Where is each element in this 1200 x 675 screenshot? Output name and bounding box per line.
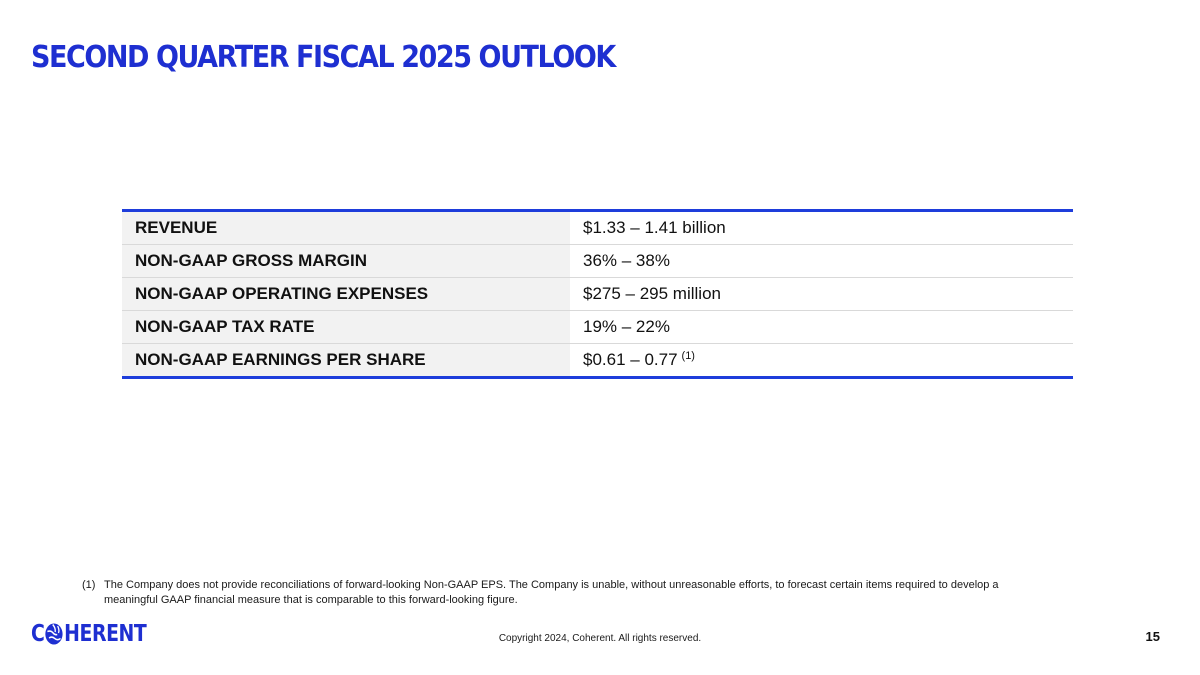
footnote bbox=[82, 578, 1042, 608]
row-value bbox=[570, 245, 1073, 278]
table-row bbox=[122, 311, 1073, 344]
row-value-text: 36% – 38% bbox=[583, 251, 670, 270]
row-label: NON-GAAP TAX RATE bbox=[122, 311, 570, 344]
table-row bbox=[122, 344, 1073, 378]
logo-first-letter: C bbox=[31, 621, 45, 647]
logo-rest: HERENT bbox=[64, 621, 147, 647]
outlook-table bbox=[122, 209, 1073, 379]
slide-title: SECOND QUARTER FISCAL 2025 OUTLOOK bbox=[31, 40, 615, 75]
row-value-text: $1.33 – 1.41 billion bbox=[583, 218, 726, 237]
row-value bbox=[570, 311, 1073, 344]
row-label: NON-GAAP EARNINGS PER SHARE bbox=[122, 344, 570, 378]
row-value bbox=[570, 344, 1073, 378]
table-row bbox=[122, 278, 1073, 311]
row-value-text: $275 – 295 million bbox=[583, 284, 721, 303]
row-value-text: $0.61 – 0.77 bbox=[583, 350, 678, 369]
row-label: NON-GAAP OPERATING EXPENSES bbox=[122, 278, 570, 311]
row-value bbox=[570, 278, 1073, 311]
footnote-reference: (1) bbox=[681, 350, 695, 362]
footnote-text: The Company does not provide reconciliations of forward-looking Non-GAAP EPS. The Company is unable, without unreasonable efforts, to forecast certain items required to develop a meaningful GAAP financial measure that is comparable to this forward-looking figure. bbox=[104, 579, 999, 606]
footnote-marker: (1) bbox=[82, 579, 96, 591]
row-value-text: 19% – 22% bbox=[583, 317, 670, 336]
row-label: NON-GAAP GROSS MARGIN bbox=[122, 245, 570, 278]
copyright-notice: Copyright 2024, Coherent. All rights reserved. bbox=[498, 633, 702, 644]
page-number: 15 bbox=[1145, 629, 1160, 644]
table-row bbox=[122, 211, 1073, 245]
row-label: REVENUE bbox=[122, 211, 570, 245]
table-row bbox=[122, 245, 1073, 278]
row-value bbox=[570, 211, 1073, 245]
